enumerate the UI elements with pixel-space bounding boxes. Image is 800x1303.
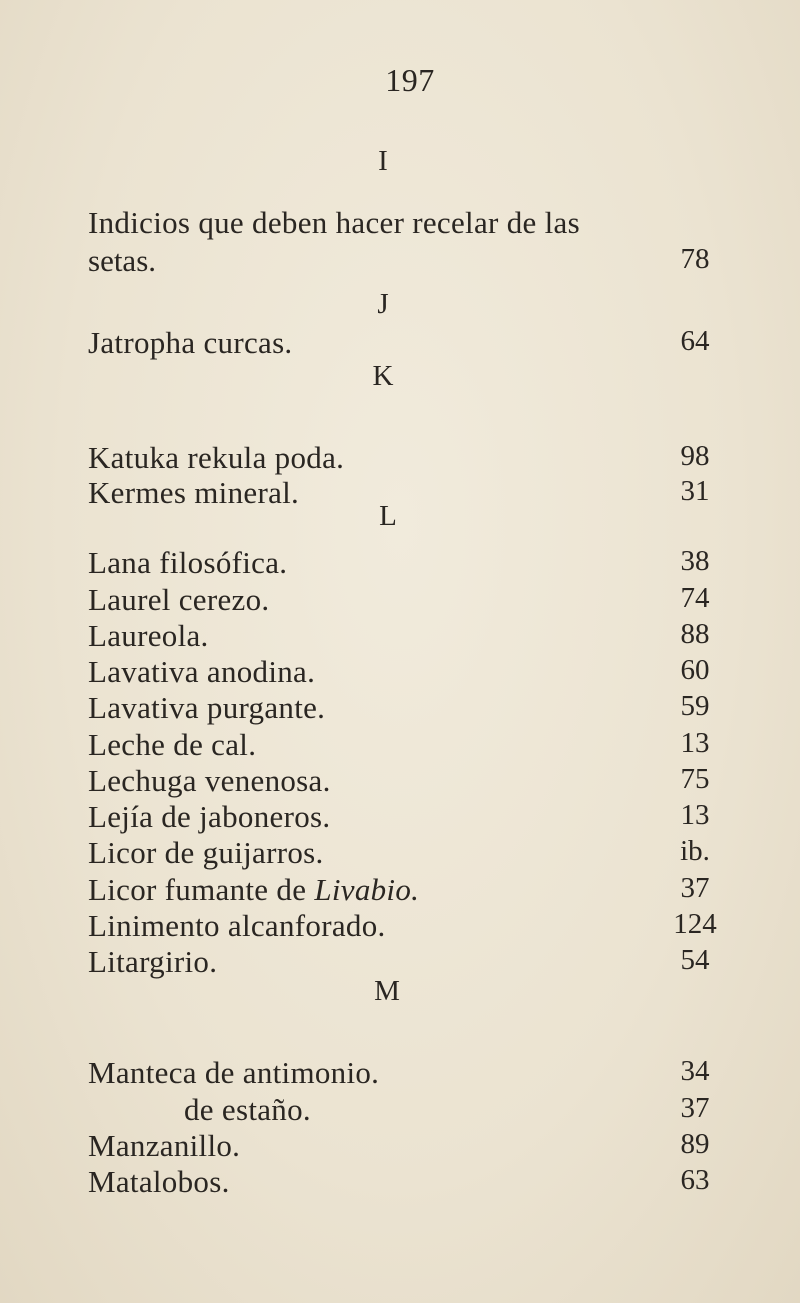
index-entry <box>88 908 800 948</box>
index-entry <box>88 835 800 875</box>
entry-page: ib. <box>680 835 710 867</box>
entry-term-italic: Livabio. <box>314 872 420 907</box>
entry-term: Leche de cal. <box>88 727 257 762</box>
page-number: 197 <box>385 62 435 98</box>
section-heading-m: M <box>374 975 400 1007</box>
entry-page: 37 <box>680 1092 710 1124</box>
entry-page: 63 <box>680 1164 710 1196</box>
entry-term: Linimento alcanforado. <box>88 908 386 943</box>
entry-term: Kermes mineral. <box>88 475 300 510</box>
index-entry-page <box>88 243 800 283</box>
index-entry <box>88 545 800 585</box>
index-entry <box>88 325 800 365</box>
entry-term: Licor de guijarros. <box>88 835 324 870</box>
entry-term: de estaño. <box>184 1092 311 1127</box>
entry-page: 38 <box>680 545 710 577</box>
entry-page: 60 <box>680 654 710 686</box>
entry-page: 59 <box>680 690 710 722</box>
index-entry <box>88 690 800 730</box>
entry-term: Laureola. <box>88 618 209 653</box>
entry-term <box>88 872 419 908</box>
entry-page: 34 <box>680 1055 710 1087</box>
entry-term: Litargirio. <box>88 944 218 979</box>
entry-page: 54 <box>680 944 710 976</box>
entry-term: Lavativa purgante. <box>88 690 326 725</box>
entry-term: Lana filosófica. <box>88 545 288 580</box>
entry-page: 89 <box>680 1128 710 1160</box>
entry-term-continuation: setas. <box>88 243 157 278</box>
entry-term: Laurel cerezo. <box>88 582 270 617</box>
entry-page: 37 <box>680 872 710 904</box>
entry-page: 88 <box>680 618 710 650</box>
entry-term: Indicios que deben hacer recelar de las <box>88 205 580 240</box>
entry-page: 78 <box>680 243 710 275</box>
entry-page: 124 <box>673 908 717 940</box>
entry-term-prefix: Licor fumante de <box>88 872 315 907</box>
index-entry <box>88 1164 800 1204</box>
entry-term: Matalobos. <box>88 1164 230 1199</box>
index-entry <box>88 618 800 658</box>
entry-term: Lechuga venenosa. <box>88 763 331 798</box>
section-heading-l: L <box>379 500 397 532</box>
index-entry <box>88 205 800 245</box>
section-heading-i: I <box>378 145 388 177</box>
entry-term: Katuka rekula poda. <box>88 440 345 475</box>
index-entry <box>88 727 800 767</box>
index-entry <box>88 1055 800 1095</box>
index-entry <box>88 944 800 984</box>
entry-page: 98 <box>680 440 710 472</box>
entry-page: 13 <box>680 799 710 831</box>
entry-page: 75 <box>680 763 710 795</box>
entry-term: Lejía de jaboneros. <box>88 799 331 834</box>
section-heading-j: J <box>377 288 389 320</box>
index-entry <box>88 582 800 622</box>
entry-page: 74 <box>680 582 710 614</box>
index-entry <box>88 440 800 480</box>
index-entry <box>88 799 800 839</box>
entry-page: 13 <box>680 727 710 759</box>
index-entry <box>88 654 800 694</box>
entry-term: Manteca de antimonio. <box>88 1055 380 1090</box>
entry-term: Manzanillo. <box>88 1128 241 1163</box>
index-entry <box>88 872 800 912</box>
entry-term: Jatropha curcas. <box>88 325 293 360</box>
index-entry <box>88 1128 800 1168</box>
index-entry <box>88 763 800 803</box>
index-entry <box>88 475 800 515</box>
entry-page: 31 <box>680 475 710 507</box>
section-heading-k: K <box>372 360 394 392</box>
entry-page: 64 <box>680 325 710 357</box>
entry-term: Lavativa anodina. <box>88 654 316 689</box>
index-entry <box>88 1092 800 1132</box>
